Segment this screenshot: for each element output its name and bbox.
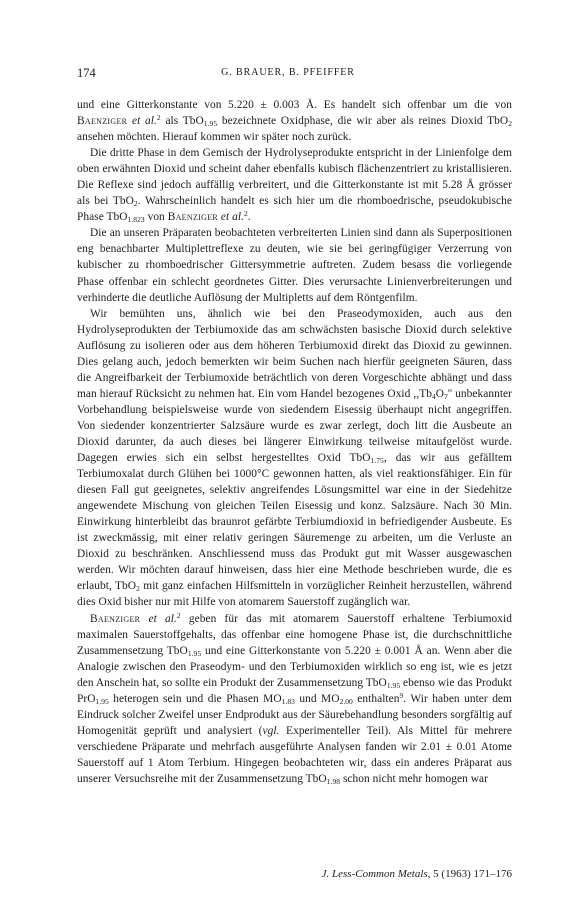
page-header — [0, 66, 576, 84]
running-head: G. BRAUER, B. PFEIFFER — [221, 67, 355, 78]
paragraph-1: und eine Gitterkonstante von 5.220 ± 0.003 Å. Es handelt sich offenbar um die von Baenziger et al.$^2$ als TbO$_{1.95}$ bezeichnete Oxidphase, die wir aber als reines Dioxid TbO$_2$ ansehen möchten. Hierauf kommen wir später noch zurück. — [77, 99, 512, 144]
journal-citation: J. Less-Common Metals, 5 (1963) 171–176 — [321, 868, 512, 880]
paragraph-5: Baenziger et al.$^2$ geben für das mit atomarem Sauerstoff erhaltene Terbiumoxid maximalen Sauerstoffgehalts, das offenbar eine homogene Phase ist, die durchschnittliche Zusammensetzung TbO$_{1.95}$ und eine Gitterkonstante von 5.220 ± 0.001 Å an. Wenn aber die Analogie zwischen den Praseodym- und den Terbiumoxiden wirklich so eng ist, wie es jetzt den Anschein hat, so sollte ein Produkt der Zusammensetzung TbO$_{1.95}$ ebenso wie das Produkt PrO$_{1.95}$ heterogen sein und die Phasen $MO_{1.83}$ und $MO_{2.00}$ enthalten$^9$. Wir haben unter dem Eindruck solcher Zweifel unser Endprodukt aus der Säurebehandlung besonders sorgfältig auf Homogenität geprüft und analysiert (vgl. Experimenteller Teil). Als Mittel für mehrere verschiedene Präparate und mehrfach ausgeführte Analysen fanden wir 2.01 ± 0.01 Atome Sauerstoff auf 1 Atom Terbium. Hingegen beobachteten wir, dass ein anderes Präparat aus unserer Versuchsreihe mit der Zusammensetzung TbO$_{1.98}$ schon nicht mehr homogen war — [77, 610, 513, 786]
paragraph-3: Die an unseren Präparaten beobachteten verbreiterten Linien sind dann als Superpositionen eng benachbarter Multiplettreflexe zu deuten, wie sie bei geringfügiger Verzerrung von kubischer zu rhomboedrischer Gittersymmetrie auftreten. Zudem besass die vorliegende Phase offenbar ein schlecht geordnetes Gitter. Dies verursachte Linienverbreiterungen und verhinderte die deutliche Auflösung der Multipletts auf dem Röntgenfilm. — [77, 227, 512, 304]
page-number: 174 — [77, 66, 96, 80]
body-text — [77, 97, 512, 787]
paragraph-4: Wir bemühten uns, ähnlich wie bei den Praseodymoxiden, auch aus den Hydrolyseprodukten der Terbiumoxide das am schwächsten basische Dioxid durch selektive Auflösung zu isolieren oder aus dem höheren Terbiumoxid direkt das Dioxid zu gewinnen. Dies gelang auch, jedoch bemerkten wir beim Suchen nach hierfür geeigneten Säuren, dass die Angreifbarkeit der Terbiumoxide beträchtlich von deren Vorgeschichte abhängt und dass man hierauf Rücksicht zu nehmen hat. Ein vom Handel bezogenes Oxid $,,Tb_4O_7''$ unbekannter Vorbehandlung beispielsweise wurde von siedendem Eisessig überhaupt nicht angegriffen. Von siedender konzentrierter Salzsäure wurde es zwar zerlegt, doch litt die Ausbeute an Dioxid darunter, da auch dieses bei längerer Einwirkung teilweise mitaufgelöst wurde. Dagegen erwies sich ein selbst hergestelltes Oxid TbO$_{1.75}$, das wir aus gefälltem Terbiumoxalat durch Glühen bei 1000°C gewonnen hatten, als viel reaktionsfähiger. Ein für diesen Fall gut geeignetes, selektiv angreifendes Lösungsmittel war eine in der Siedehitze angewendete Mischung von gleichen Teilen Eisessig und konz. Salzsäure. Nach 30 Min. Einwirkung hinterbleibt das braunrot gefärbte Terbiumdioxid in befriedigender Ausbeute. Es ist zweckmässig, mit einer relativ geringen Säuremenge zu arbeiten, um die Verluste an Dioxid zu beschränken. Anschliessend muss das Produkt gut mit Wasser ausgewaschen werden. Wir möchten darauf hinweisen, dass hier eine Methode beschrieben wurde, die es erlaubt, TbO$_2$ mit ganz einfachen Hilfsmitteln in vorzüglicher Reinheit herzustellen, während dies Oxid bisher nur mit Hilfe von atomarem Sauerstoff zugänglich war. — [77, 307, 513, 609]
paragraph-2: Die dritte Phase in dem Gemisch der Hydrolyseprodukte entspricht in der Linienfolge dem oben erwähnten Dioxid und scheint daher ebenfalls kubisch flächenzentriert zu kristallisieren. Die Reflexe sind jedoch auffällig verbreitert, und die Gitterkonstante ist mit 5.28 Å grösser als bei TbO$_2$. Wahrscheinlich handelt es sich hier um die rhomboedrische, pseudokubische Phase TbO$_{1.823}$ von Baenziger et al.$^2$. — [77, 147, 512, 225]
